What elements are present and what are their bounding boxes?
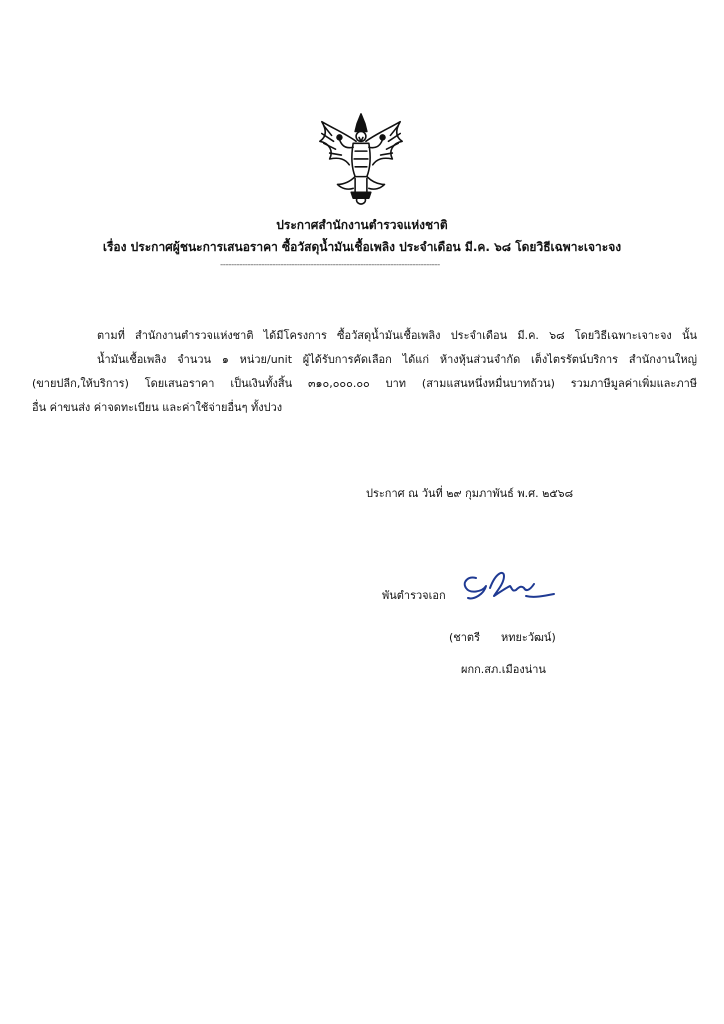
announcement-date: ประกาศ ณ วันที่ ๒๙ กุมภาพันธ์ พ.ศ. ๒๕๖๘ — [366, 487, 574, 500]
signer-position: ผกก.สภ.เมืองน่าน — [461, 663, 546, 676]
signature-icon — [460, 566, 556, 606]
signer-name: (ชาตรี หทยะวัฒน์) — [449, 631, 556, 644]
announcement-subject: เรื่อง ประกาศผู้ชนะการเสนอราคา ซื้อวัสดุน้ำมันเชื้อเพลิง ประจำเดือน มี.ค. ๖๘ โดยวิธีเฉพาะเจาะจง — [102, 240, 622, 254]
body-line-2: น้ำมันเชื้อเพลิง จำนวน ๑ หน่วย/unit ผู้ได้รับการคัดเลือก ได้แก่ ห้างหุ้นส่วนจำกัด เต็งไตรรัตน์บริการ สำนักงานใหญ่ — [97, 353, 697, 366]
body-line-3: (ขายปลีก,ให้บริการ) โดยเสนอราคา เป็นเงินทั้งสิ้น ๓๑๐,๐๐๐.๐๐ บาท (สามแสนหนึ่งหมื่นบาทถ้วน) รวมภาษีมูลค่าเพิ่มและภาษี — [32, 377, 697, 390]
separator-line: -------------------------------------------------------------------------------- — [220, 260, 440, 270]
garuda-emblem-icon — [312, 108, 410, 206]
announcement-header-title: ประกาศสำนักงานตำรวจแห่งชาติ — [276, 218, 448, 232]
body-line-1: ตามที่ สำนักงานตำรวจแห่งชาติ ได้มีโครงการ ซื้อวัสดุน้ำมันเชื้อเพลิง ประจำเดือน มี.ค. ๖๘ โดยวิธีเฉพาะเจาะจง นั้น — [97, 329, 697, 342]
body-line-4: อื่น ค่าขนส่ง ค่าจดทะเบียน และค่าใช้จ่ายอื่นๆ ทั้งปวง — [32, 401, 283, 414]
signer-rank: พันตำรวจเอก — [382, 589, 446, 602]
